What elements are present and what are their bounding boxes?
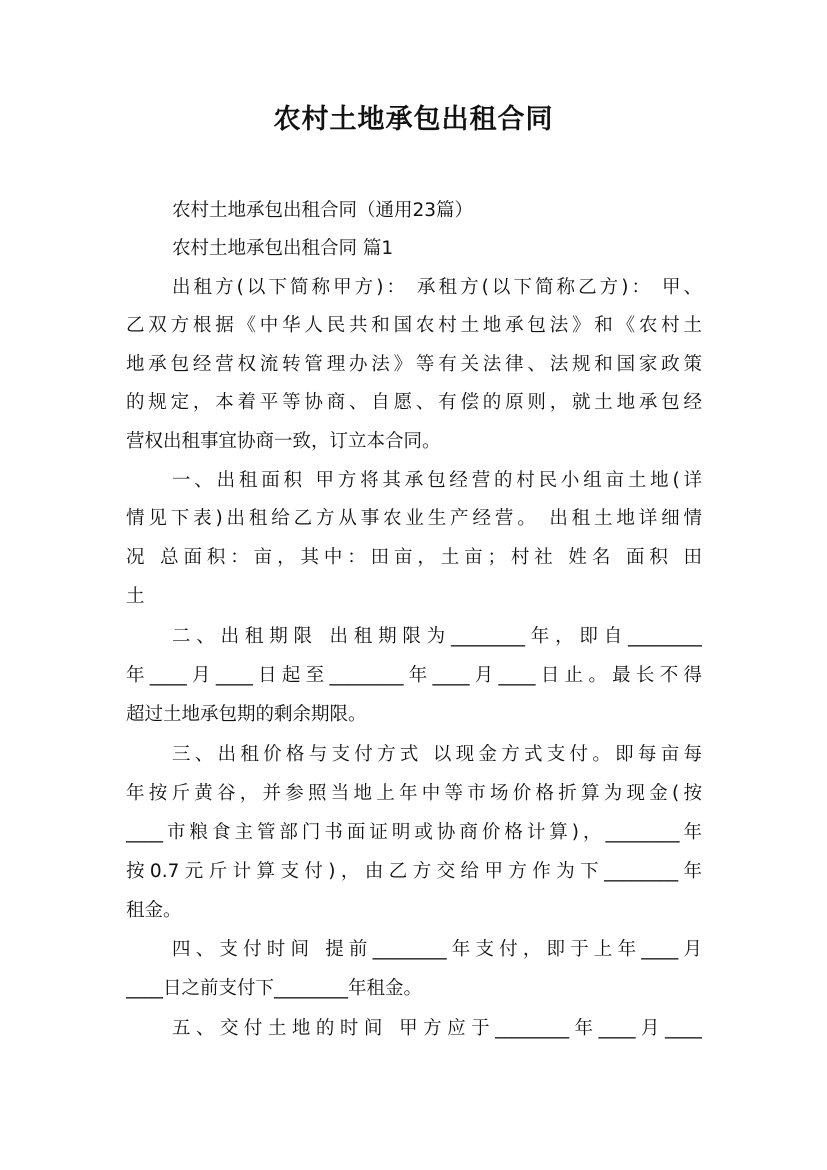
paragraph-line: 况 总面积：亩，其中：田亩，土亩；村社 姓名 面积 田 [126, 547, 702, 568]
paragraph-line: 年按斤黄谷，并参照当地上年中等市场价格折算为现金(按 [126, 783, 702, 804]
subtitle-line: 农村土地承包出租合同（通用23篇） [172, 200, 474, 221]
paragraph-line: 四、支付时间 提前________年支付，即于上年____月 [172, 939, 702, 960]
paragraph-line: 一、出租面积 甲方将其承包经营的村民小组亩土地(详 [172, 470, 702, 491]
paragraph-line: 三、出租价格与支付方式 以现金方式支付。即每亩每 [172, 744, 702, 765]
paragraph-line: 土 [126, 586, 145, 607]
paragraph-line: 乙双方根据《中华人民共和国农村土地承包法》和《农村土 [126, 315, 702, 336]
paragraph-line: 地承包经营权流转管理办法》等有关法律、法规和国家政策 [126, 354, 702, 375]
paragraph-line: ____日之前支付下________年租金。 [126, 978, 423, 999]
paragraph-line: 租金。 [126, 900, 182, 921]
paragraph-line: 超过土地承包期的剩余期限。 [126, 704, 367, 725]
paragraph-line: 二、出租期限 出租期限为________年，即自________ [172, 626, 702, 647]
paragraph-line: 的规定，本着平等协商、自愿、有偿的原则，就土地承包经 [126, 392, 702, 413]
document-title: 农村土地承包出租合同 [273, 104, 554, 135]
paragraph-line: 年____月____日起至________年____月____日止。最长不得 [126, 665, 702, 686]
paragraph-line: 营权出租事宜协商一致，订立本合同。 [126, 431, 441, 452]
paragraph-line: ____市粮食主管部门书面证明或协商价格计算)，________年 [126, 822, 702, 843]
paragraph-line: 五、交付土地的时间 甲方应于________年____月____ [172, 1018, 702, 1039]
paragraph-line: 情见下表)出租给乙方从事农业生产经营。 出租土地详细情 [126, 508, 702, 529]
paragraph-line: 出租方(以下简称甲方)： 承租方(以下简称乙方)： 甲、 [172, 277, 702, 298]
section-heading: 农村土地承包出租合同 篇1 [172, 238, 394, 259]
paragraph-line: 按0.7元斤计算支付)，由乙方交给甲方作为下________年 [126, 861, 702, 882]
